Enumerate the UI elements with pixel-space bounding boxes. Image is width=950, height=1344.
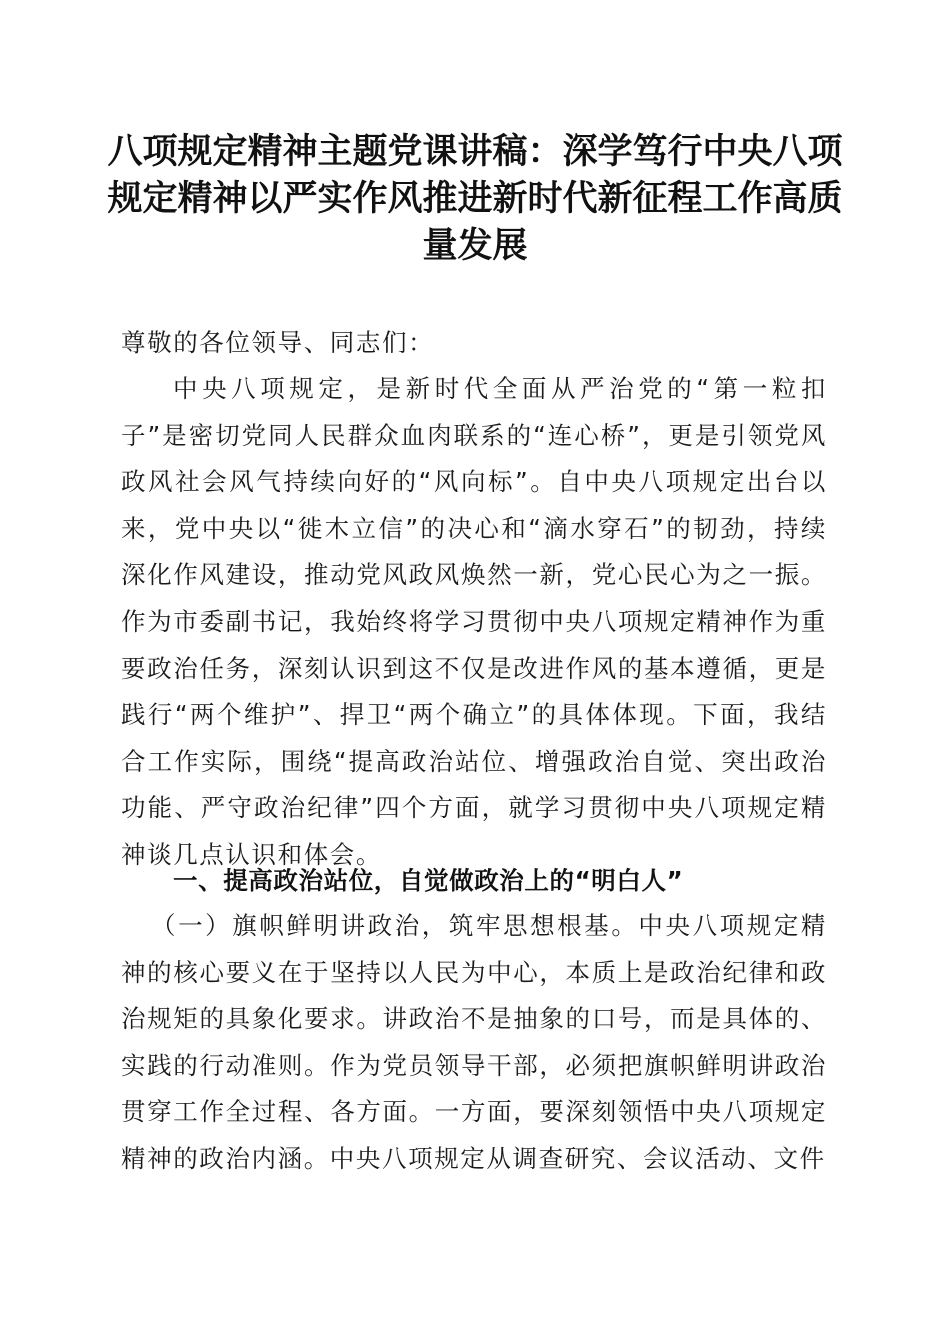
section-heading-1: 一、提高政治站位，自觉做政治上的“明白人”	[173, 866, 684, 895]
paragraph-intro: 中央八项规定，是新时代全面从严治党的“第一粒扣子”是密切党同人民群众血肉联系的“连心桥”，更是引领党风政风社会风气持续向好的“风向标”。自中央八项规定出台以来，党中央以“徙木立信”的决心和“滴水穿石”的韧劲，持续深化作风建设，推动党风政风焕然一新，党心民心为之一振。作为市委副书记，我始终将学习贯彻中央八项规定精神作为重要政治任务，深刻认识到这不仅是改进作风的基本遵循，更是践行“两个维护”、捍卫“两个确立”的具体体现。下面，我结合工作实际，围绕“提高政治站位、增强政治自觉、突出政治功能、严守政治纪律”四个方面，就学习贯彻中央八项规定精神谈几点认识和体会。	[121, 374, 827, 869]
paragraph-section-1-1: （一）旗帜鲜明讲政治，筑牢思想根基。中央八项规定精神的核心要义在于坚持以人民为中心，本质上是政治纪律和政治规矩的具象化要求。讲政治不是抽象的口号，而是具体的、实践的行动准则。作为党员领导干部，必须把旗帜鲜明讲政治贯穿工作全过程、各方面。一方面，要深刻领悟中央八项规定精神的政治内涵。中央八项规定从调查研究、会议活动、文件	[121, 911, 827, 1173]
salutation: 尊敬的各位领导、同志们：	[121, 328, 435, 357]
document-title: 八项规定精神主题党课讲稿：深学笃行中央八项规定精神以严实作风推进新时代新征程工作高质量发展	[107, 131, 843, 266]
